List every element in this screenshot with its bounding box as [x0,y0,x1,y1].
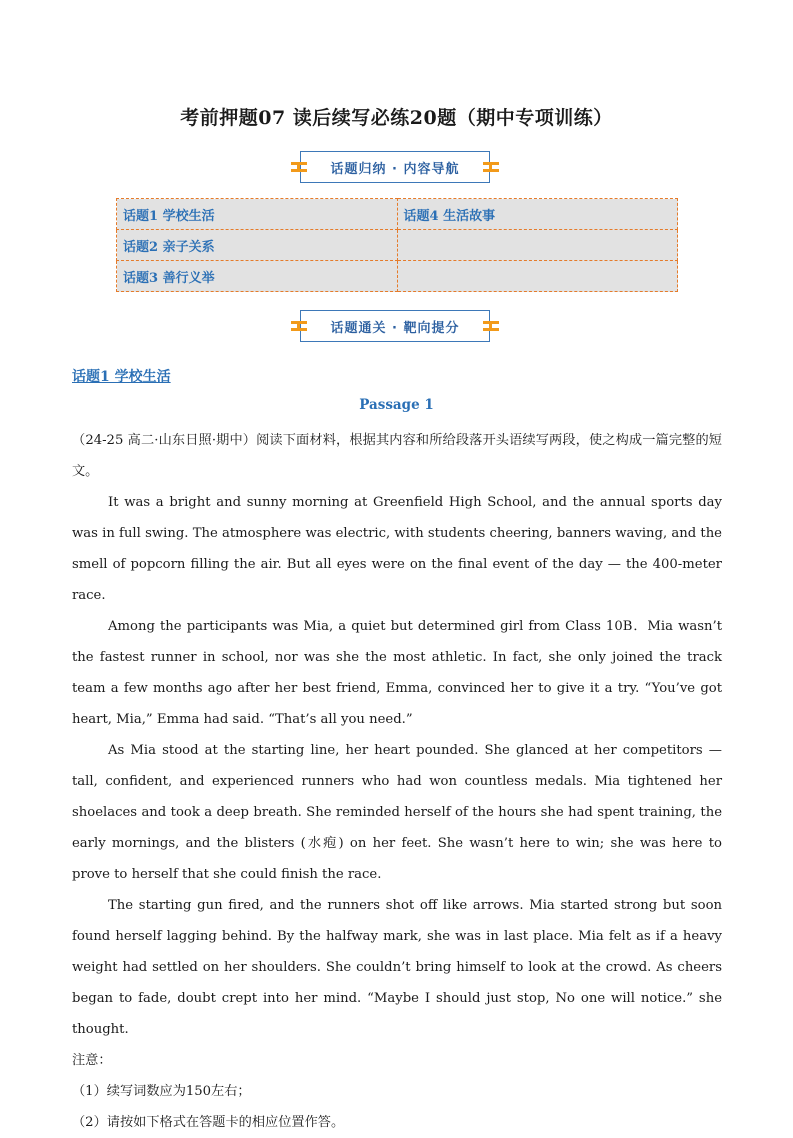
banner-label: 话题归纳 · 内容导航 [330,161,460,177]
passage-body [72,425,722,1138]
passage-paragraph: The starting gun fired, and the runners shot off like arrows. Mia started strong but soon found herself lagging behind. By the halfway mark, she was in last place. Mia felt as if a heavy weight had settled on her shoulders. She couldn’t bring himself to look at the crowd. As cheers began to fade, doubt crept into her mind. “Maybe I should just stop, No one will notice.” she thought. [72,898,722,1037]
passage-paragraph: As Mia stood at the starting line, her heart pounded. She glanced at her competitors — tall, confident, and experienced runners who had won countless medals. Mia tightened her shoelaces and took a deep breath. She reminded herself of the hours she had spent training, the early mornings, and the blisters (水疱) on her feet. She wasn’t here to win; she was here to prove to herself that she could finish the race. [72,743,722,882]
table-row [117,199,678,230]
notes-label: 注意： [72,1053,112,1068]
note-item: （1）续写词数应为150左右； [72,1084,251,1099]
banner-label: 话题通关 · 靶向提分 [330,320,460,336]
table-row [117,261,678,292]
topic-table [116,198,678,292]
banner-topic-practice [300,310,490,342]
topic-cell [397,261,678,292]
table-row [117,230,678,261]
passage-paragraph: It was a bright and sunny morning at Greenfield High School, and the annual sports day was in full swing. The atmosphere was electric, with students cheering, banners waving, and the smell of popcorn filling the air. But all eyes were on the final event of the day — the 400-meter race. [72,495,722,603]
page-title: 考前押题07 读后续写必练20题（期中专项训练） [180,107,613,129]
banner-ornament-icon [483,318,499,334]
topic-cell [397,230,678,261]
passage-title: Passage 1 [359,397,434,413]
passage-paragraph: Among the participants was Mia, a quiet but determined girl from Class 10B．Mia wasn’t the fastest runner in school, nor was she the most athletic. In fact, she only joined the track team a few months ago after her best friend, Emma, convinced her to give it a try. “You’ve got heart, Mia,” Emma had said. “That’s all you need.” [72,619,722,727]
note-item: （2）请按如下格式在答题卡的相应位置作答。 [72,1115,345,1130]
topic-cell[interactable]: 话题4 生活故事 [397,199,678,230]
banner-ornament-icon [483,159,499,175]
topic-cell[interactable]: 话题1 学校生活 [117,199,398,230]
banner-ornament-icon [291,318,307,334]
intro-text: （24-25 高二·山东日照·期中）阅读下面材料，根据其内容和所给段落开头语续写两段，使之构成一篇完整的短文。 [72,433,722,479]
topic-cell[interactable]: 话题2 亲子关系 [117,230,398,261]
banner-ornament-icon [291,159,307,175]
section-heading-link[interactable]: 话题1 学校生活 [72,369,171,385]
topic-cell[interactable]: 话题3 善行义举 [117,261,398,292]
banner-topic-nav [300,151,490,183]
